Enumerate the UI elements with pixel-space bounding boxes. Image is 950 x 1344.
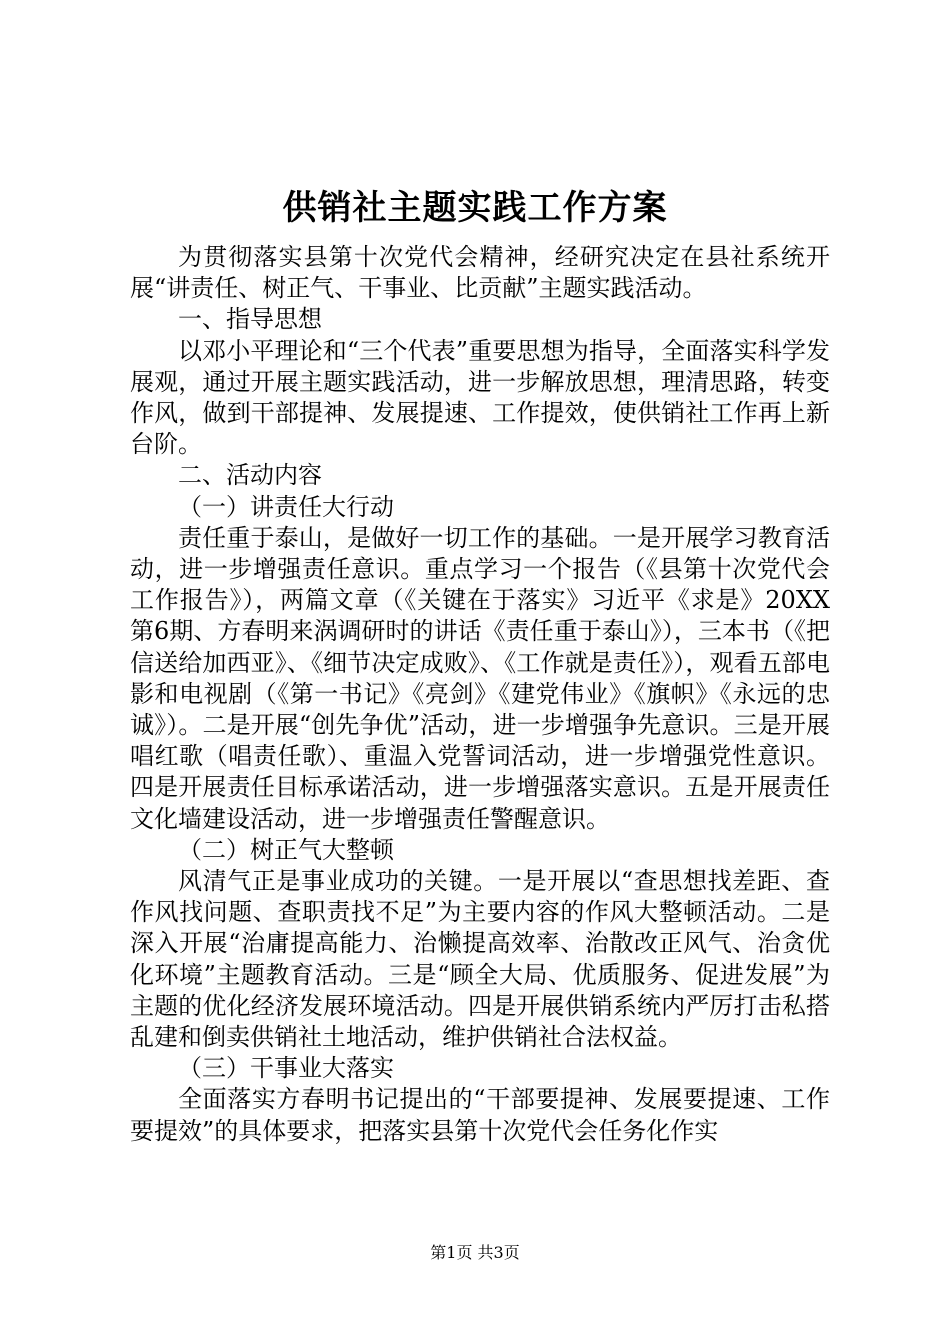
document-body [130, 242, 830, 1147]
subheading-integrity: （二）树正气大整顿 [178, 835, 394, 864]
implementation-paragraph: 全面落实方春明书记提出的“干部要提神、发展要提速、工作要提效”的具体要求，把落实县第十次党代会任务化作实 [130, 1085, 830, 1145]
page-number-footer: 第1页 共3页 [430, 1243, 520, 1262]
subheading-implementation: （三）干事业大落实 [178, 1054, 394, 1083]
intro-paragraph: 为贯彻落实县第十次党代会精神，经研究决定在县社系统开展“讲责任、树正气、干事业、比贡献”主题实践活动。 [130, 243, 830, 303]
subheading-responsibility: （一）讲责任大行动 [178, 492, 394, 521]
guiding-thought-paragraph: 以邓小平理论和“三个代表”重要思想为指导，全面落实科学发展观，通过开展主题实践活动，进一步解放思想，理清思路，转变作风，做到干部提神、发展提速、工作提效，使供销社工作再上新台阶。 [130, 336, 830, 459]
document-title: 供销社主题实践工作方案 [282, 188, 668, 228]
section-heading-activity-content: 二、活动内容 [178, 461, 322, 490]
section-heading-guiding-thought: 一、指导思想 [178, 305, 322, 334]
integrity-paragraph: 风清气正是事业成功的关键。一是开展以“查思想找差距、查作风找问题、查职责找不足”为主要内容的作风大整顿活动。二是深入开展“治庸提高能力、治懒提高效率、治散改正风气、治贪优化环境”主题教育活动。三是“顾全大局、优质服务、促进发展”为主题的优化经济发展环境活动。四是开展供销系统内严厉打击私搭乱建和倒卖供销社土地活动，维护供销社合法权益。 [130, 867, 830, 1052]
responsibility-paragraph: 责任重于泰山，是做好一切工作的基础。一是开展学习教育活动，进一步增强责任意识。重点学习一个报告（《县第十次党代会工作报告》），两篇文章（《关键在于落实》习近平《求是》20XX第6期、方春明来涡调研时的讲话《责任重于泰山》），三本书（《把信送给加西亚》、《细节决定成败》、《工作就是责任》），观看五部电影和电视剧（《第一书记》《亮剑》《建党伟业》《旗帜》《永远的忠诚》）。二是开展“创先争优”活动，进一步增强争先意识。三是开展唱红歌（唱责任歌）、重温入党誓词活动，进一步增强党性意识。四是开展责任目标承诺活动，进一步增强落实意识。五是开展责任文化墙建设活动，进一步增强责任警醒意识。 [130, 523, 830, 833]
